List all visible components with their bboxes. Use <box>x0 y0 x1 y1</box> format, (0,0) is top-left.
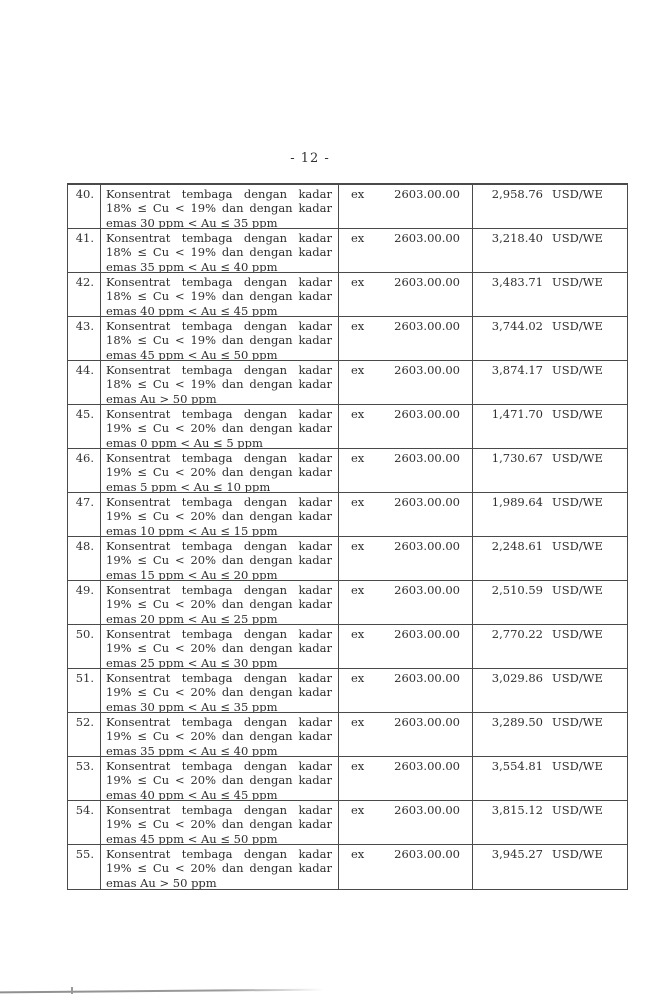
scan-artifact-line <box>0 989 324 993</box>
price-value: 1,471.70 <box>491 407 543 421</box>
price-value: 2,958.76 <box>491 187 543 201</box>
description-line-3: emas 40 ppm < Au ≤ 45 ppm <box>106 787 278 801</box>
row-hs-cell <box>339 581 473 624</box>
tariff-table <box>67 183 628 890</box>
row-number: 40. <box>68 185 101 228</box>
ex-label: ex <box>351 407 365 421</box>
description-line-1: Konsentrat tembaga dengan kadar <box>106 627 332 641</box>
row-price-cell <box>473 185 627 228</box>
row-hs-cell <box>339 273 473 316</box>
description-line-3: emas 10 ppm < Au ≤ 15 ppm <box>106 523 278 537</box>
row-hs-cell <box>339 185 473 228</box>
page-number: - 12 - <box>290 151 330 166</box>
price-value: 3,554.81 <box>491 759 543 773</box>
price-unit: USD/WE <box>552 627 603 641</box>
price-value: 3,945.27 <box>491 847 543 861</box>
row-hs-cell <box>339 405 473 448</box>
row-price-cell <box>473 317 627 360</box>
table-row <box>68 229 627 273</box>
row-price-cell <box>473 625 627 668</box>
description-line-2: 19% ≤ Cu < 20% dan dengan kadar <box>106 685 332 700</box>
description-line-3: emas Au > 50 ppm <box>106 391 217 405</box>
row-price-cell <box>473 493 627 536</box>
description-line-1: Konsentrat tembaga dengan kadar <box>106 319 332 333</box>
row-description <box>101 713 339 756</box>
ex-label: ex <box>351 715 365 729</box>
price-unit: USD/WE <box>552 759 603 773</box>
ex-label: ex <box>351 495 365 509</box>
description-line-2: 18% ≤ Cu < 19% dan dengan kadar <box>106 377 332 392</box>
table-row <box>68 405 627 449</box>
price-value: 3,218.40 <box>491 231 543 245</box>
row-number: 44. <box>68 361 101 404</box>
ex-label: ex <box>351 319 365 333</box>
price-unit: USD/WE <box>552 495 603 509</box>
row-description <box>101 537 339 580</box>
description-line-3: emas 35 ppm < Au ≤ 40 ppm <box>106 743 278 757</box>
table-row <box>68 273 627 317</box>
row-number: 42. <box>68 273 101 316</box>
row-hs-cell <box>339 449 473 492</box>
description-line-2: 19% ≤ Cu < 20% dan dengan kadar <box>106 861 332 876</box>
ex-label: ex <box>351 671 365 685</box>
description-line-2: 19% ≤ Cu < 20% dan dengan kadar <box>106 729 332 744</box>
description-line-1: Konsentrat tembaga dengan kadar <box>106 275 332 289</box>
row-number: 41. <box>68 229 101 272</box>
price-value: 3,029.86 <box>491 671 543 685</box>
description-line-3: emas 0 ppm < Au ≤ 5 ppm <box>106 435 263 449</box>
price-value: 2,770.22 <box>491 627 543 641</box>
price-value: 3,483.71 <box>491 275 543 289</box>
row-description <box>101 229 339 272</box>
row-hs-cell <box>339 625 473 668</box>
hs-code: 2603.00.00 <box>394 803 460 817</box>
table-body <box>68 185 627 889</box>
row-description <box>101 669 339 712</box>
row-price-cell <box>473 361 627 404</box>
table-row <box>68 581 627 625</box>
description-line-3: emas 40 ppm < Au ≤ 45 ppm <box>106 303 278 317</box>
ex-label: ex <box>351 363 365 377</box>
row-price-cell <box>473 713 627 756</box>
price-value: 3,289.50 <box>491 715 543 729</box>
description-line-1: Konsentrat tembaga dengan kadar <box>106 407 332 421</box>
description-line-1: Konsentrat tembaga dengan kadar <box>106 495 332 509</box>
price-unit: USD/WE <box>552 847 603 861</box>
row-number: 54. <box>68 801 101 844</box>
description-line-2: 19% ≤ Cu < 20% dan dengan kadar <box>106 553 332 568</box>
price-unit: USD/WE <box>552 275 603 289</box>
table-row <box>68 449 627 493</box>
row-price-cell <box>473 449 627 492</box>
description-line-3: emas Au > 50 ppm <box>106 875 217 889</box>
ex-label: ex <box>351 627 365 641</box>
price-unit: USD/WE <box>552 539 603 553</box>
row-number: 45. <box>68 405 101 448</box>
ex-label: ex <box>351 275 365 289</box>
price-unit: USD/WE <box>552 671 603 685</box>
description-line-1: Konsentrat tembaga dengan kadar <box>106 715 332 729</box>
price-unit: USD/WE <box>552 319 603 333</box>
description-line-2: 19% ≤ Cu < 20% dan dengan kadar <box>106 509 332 524</box>
description-line-2: 19% ≤ Cu < 20% dan dengan kadar <box>106 597 332 612</box>
row-description <box>101 493 339 536</box>
price-value: 3,744.02 <box>491 319 543 333</box>
row-number: 53. <box>68 757 101 800</box>
table-row <box>68 713 627 757</box>
hs-code: 2603.00.00 <box>394 363 460 377</box>
row-description <box>101 317 339 360</box>
ex-label: ex <box>351 187 365 201</box>
table-row <box>68 669 627 713</box>
hs-code: 2603.00.00 <box>394 319 460 333</box>
row-price-cell <box>473 273 627 316</box>
row-price-cell <box>473 537 627 580</box>
ex-label: ex <box>351 451 365 465</box>
price-unit: USD/WE <box>552 803 603 817</box>
description-line-2: 19% ≤ Cu < 20% dan dengan kadar <box>106 465 332 480</box>
price-unit: USD/WE <box>552 407 603 421</box>
table-row <box>68 185 627 229</box>
row-number: 55. <box>68 845 101 889</box>
description-line-3: emas 30 ppm < Au ≤ 35 ppm <box>106 699 278 713</box>
price-unit: USD/WE <box>552 715 603 729</box>
row-number: 51. <box>68 669 101 712</box>
hs-code: 2603.00.00 <box>394 187 460 201</box>
hs-code: 2603.00.00 <box>394 231 460 245</box>
ex-label: ex <box>351 539 365 553</box>
row-number: 49. <box>68 581 101 624</box>
hs-code: 2603.00.00 <box>394 275 460 289</box>
description-line-3: emas 45 ppm < Au ≤ 50 ppm <box>106 347 278 361</box>
description-line-1: Konsentrat tembaga dengan kadar <box>106 187 332 201</box>
price-value: 1,989.64 <box>491 495 543 509</box>
ex-label: ex <box>351 231 365 245</box>
row-hs-cell <box>339 229 473 272</box>
price-value: 1,730.67 <box>491 451 543 465</box>
table-row <box>68 625 627 669</box>
row-hs-cell <box>339 361 473 404</box>
hs-code: 2603.00.00 <box>394 627 460 641</box>
table-row <box>68 801 627 845</box>
row-number: 47. <box>68 493 101 536</box>
table-row <box>68 845 627 889</box>
row-price-cell <box>473 669 627 712</box>
price-value: 3,815.12 <box>491 803 543 817</box>
row-hs-cell <box>339 493 473 536</box>
row-description <box>101 273 339 316</box>
row-description <box>101 185 339 228</box>
row-price-cell <box>473 405 627 448</box>
description-line-2: 19% ≤ Cu < 20% dan dengan kadar <box>106 817 332 832</box>
description-line-2: 18% ≤ Cu < 19% dan dengan kadar <box>106 289 332 304</box>
description-line-1: Konsentrat tembaga dengan kadar <box>106 451 332 465</box>
row-hs-cell <box>339 845 473 889</box>
row-description <box>101 581 339 624</box>
price-unit: USD/WE <box>552 187 603 201</box>
description-line-2: 19% ≤ Cu < 20% dan dengan kadar <box>106 773 332 788</box>
row-price-cell <box>473 581 627 624</box>
description-line-2: 18% ≤ Cu < 19% dan dengan kadar <box>106 245 332 260</box>
description-line-1: Konsentrat tembaga dengan kadar <box>106 539 332 553</box>
row-description <box>101 625 339 668</box>
table-row <box>68 361 627 405</box>
row-hs-cell <box>339 757 473 800</box>
row-number: 52. <box>68 713 101 756</box>
row-price-cell <box>473 845 627 889</box>
row-price-cell <box>473 801 627 844</box>
row-number: 43. <box>68 317 101 360</box>
hs-code: 2603.00.00 <box>394 759 460 773</box>
description-line-1: Konsentrat tembaga dengan kadar <box>106 231 332 245</box>
description-line-2: 19% ≤ Cu < 20% dan dengan kadar <box>106 641 332 656</box>
hs-code: 2603.00.00 <box>394 847 460 861</box>
ex-label: ex <box>351 803 365 817</box>
row-hs-cell <box>339 801 473 844</box>
ex-label: ex <box>351 583 365 597</box>
row-description <box>101 757 339 800</box>
hs-code: 2603.00.00 <box>394 671 460 685</box>
price-value: 2,248.61 <box>491 539 543 553</box>
description-line-1: Konsentrat tembaga dengan kadar <box>106 803 332 817</box>
row-number: 46. <box>68 449 101 492</box>
scan-artifact-tick <box>71 987 73 994</box>
ex-label: ex <box>351 847 365 861</box>
hs-code: 2603.00.00 <box>394 407 460 421</box>
price-unit: USD/WE <box>552 363 603 377</box>
table-row <box>68 493 627 537</box>
price-value: 2,510.59 <box>491 583 543 597</box>
row-description <box>101 449 339 492</box>
description-line-1: Konsentrat tembaga dengan kadar <box>106 847 332 861</box>
hs-code: 2603.00.00 <box>394 451 460 465</box>
hs-code: 2603.00.00 <box>394 715 460 729</box>
description-line-2: 19% ≤ Cu < 20% dan dengan kadar <box>106 421 332 436</box>
hs-code: 2603.00.00 <box>394 495 460 509</box>
description-line-1: Konsentrat tembaga dengan kadar <box>106 363 332 377</box>
description-line-3: emas 20 ppm < Au ≤ 25 ppm <box>106 611 278 625</box>
row-number: 50. <box>68 625 101 668</box>
description-line-1: Konsentrat tembaga dengan kadar <box>106 671 332 685</box>
ex-label: ex <box>351 759 365 773</box>
table-row <box>68 317 627 361</box>
row-price-cell <box>473 229 627 272</box>
description-line-2: 18% ≤ Cu < 19% dan dengan kadar <box>106 333 332 348</box>
price-unit: USD/WE <box>552 231 603 245</box>
description-line-3: emas 25 ppm < Au ≤ 30 ppm <box>106 655 278 669</box>
table-row <box>68 537 627 581</box>
row-hs-cell <box>339 317 473 360</box>
row-description <box>101 361 339 404</box>
row-number: 48. <box>68 537 101 580</box>
description-line-3: emas 15 ppm < Au ≤ 20 ppm <box>106 567 278 581</box>
description-line-2: 18% ≤ Cu < 19% dan dengan kadar <box>106 201 332 216</box>
description-line-3: emas 45 ppm < Au ≤ 50 ppm <box>106 831 278 845</box>
price-value: 3,874.17 <box>491 363 543 377</box>
row-hs-cell <box>339 537 473 580</box>
row-hs-cell <box>339 669 473 712</box>
row-description <box>101 801 339 844</box>
hs-code: 2603.00.00 <box>394 583 460 597</box>
price-unit: USD/WE <box>552 583 603 597</box>
description-line-3: emas 30 ppm < Au ≤ 35 ppm <box>106 215 278 229</box>
description-line-1: Konsentrat tembaga dengan kadar <box>106 759 332 773</box>
description-line-1: Konsentrat tembaga dengan kadar <box>106 583 332 597</box>
price-unit: USD/WE <box>552 451 603 465</box>
description-line-3: emas 35 ppm < Au ≤ 40 ppm <box>106 259 278 273</box>
row-price-cell <box>473 757 627 800</box>
row-description <box>101 845 339 889</box>
row-hs-cell <box>339 713 473 756</box>
row-description <box>101 405 339 448</box>
hs-code: 2603.00.00 <box>394 539 460 553</box>
description-line-3: emas 5 ppm < Au ≤ 10 ppm <box>106 479 271 493</box>
table-row <box>68 757 627 801</box>
